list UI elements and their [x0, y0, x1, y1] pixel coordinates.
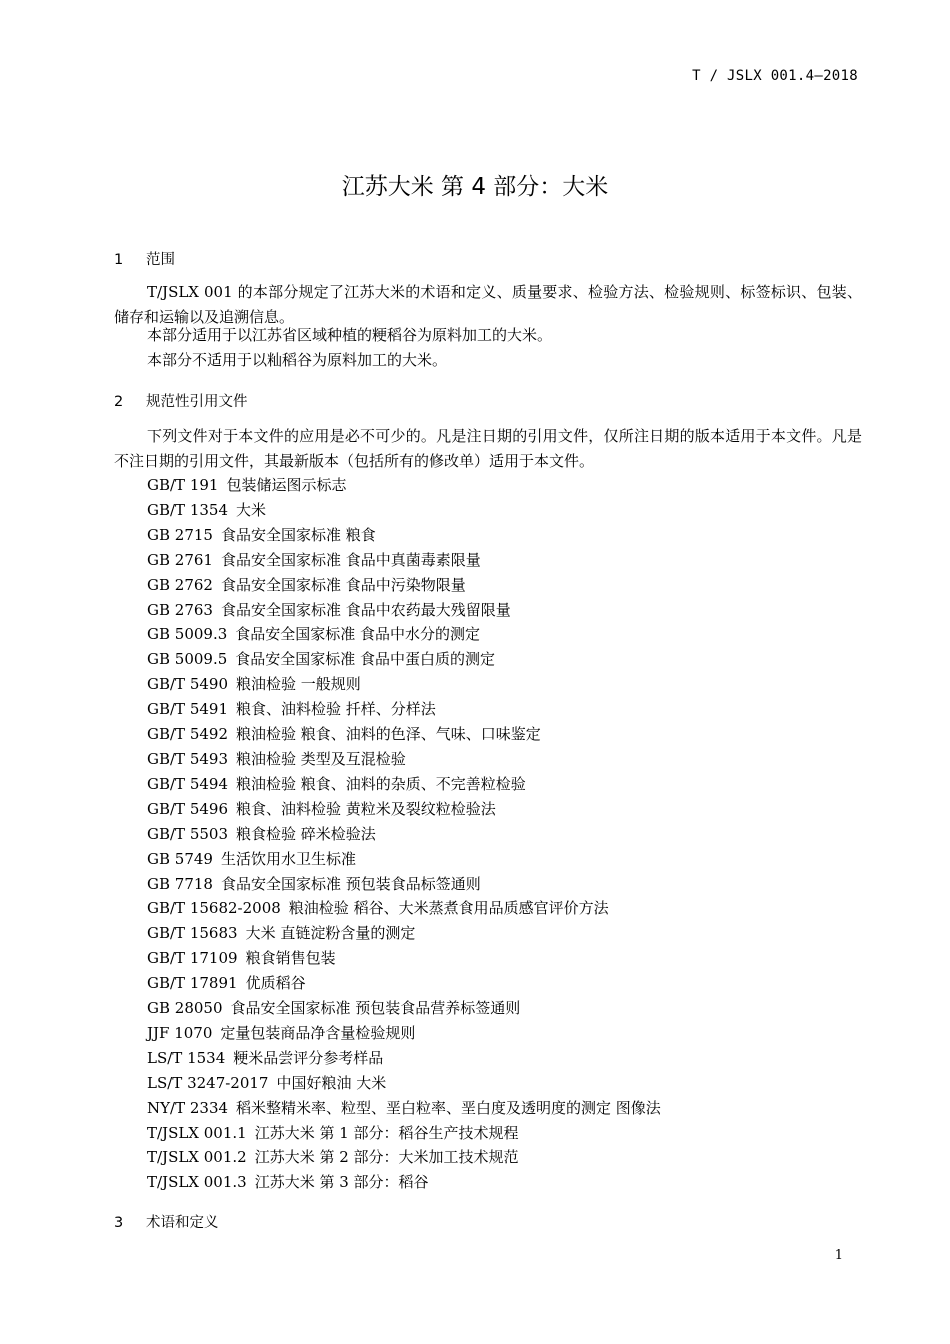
reference-item: [147, 647, 661, 672]
reference-code: GB/T 5503: [147, 824, 229, 843]
reference-title: 粮油检验 类型及互混检验: [236, 749, 406, 768]
page-number: 1: [834, 1248, 843, 1263]
reference-title: 食品安全国家标准 食品中农药最大残留限量: [220, 600, 511, 619]
reference-code: GB/T 5490: [147, 675, 229, 694]
reference-title: 粮油检验 一般规则: [236, 675, 361, 694]
reference-code: GB 28050: [147, 999, 223, 1018]
reference-code: T/JSLX 001.3: [147, 1173, 247, 1192]
reference-title: 粮食、油料检验 扦样、分样法: [236, 700, 436, 719]
reference-item: [147, 772, 661, 797]
reference-title: 江苏大米 第 2 部分：大米加工技术规范: [254, 1148, 519, 1167]
reference-title: 食品安全国家标准 食品中污染物限量: [220, 575, 466, 594]
reference-item: [147, 996, 661, 1021]
reference-code: GB/T 191: [147, 476, 219, 494]
reference-code: GB/T 5491: [147, 700, 229, 719]
reference-item: [147, 1145, 661, 1170]
reference-title: 粮油检验 粮食、油料的杂质、不完善粒检验: [236, 774, 526, 793]
reference-code: GB 2762: [147, 575, 213, 594]
reference-item: [147, 1096, 661, 1121]
reference-code: GB/T 5493: [147, 749, 229, 768]
reference-code: GB 2715: [147, 525, 213, 544]
reference-title: 食品安全国家标准 粮食: [220, 525, 376, 544]
reference-title: 大米 直链淀粉含量的测定: [245, 924, 416, 943]
reference-item: [147, 672, 661, 697]
reference-code: JJF 1070: [147, 1023, 213, 1042]
reference-item: [147, 622, 661, 647]
reference-code: GB 2763: [147, 600, 213, 619]
reference-item: [147, 697, 661, 722]
reference-item: [147, 573, 661, 598]
reference-item: [147, 946, 661, 971]
section-number: 1: [114, 252, 124, 268]
section-number: 2: [114, 394, 124, 410]
reference-code: GB/T 15682-2008: [147, 899, 281, 918]
section-title: 范围: [146, 252, 175, 268]
reference-item: [147, 548, 661, 573]
section-title: 术语和定义: [146, 1215, 219, 1231]
reference-title: 粳米品尝评分参考样品: [233, 1048, 384, 1067]
reference-item: [147, 971, 661, 996]
reference-item: [147, 847, 661, 872]
reference-item: [147, 498, 661, 523]
reference-title: 大米: [236, 500, 267, 519]
reference-title: 食品安全国家标准 预包装食品营养标签通则: [230, 999, 521, 1018]
section-heading-normative-references: [114, 390, 248, 411]
reference-code: T/JSLX 001.1: [147, 1123, 247, 1142]
reference-item: [147, 1071, 661, 1096]
reference-title: 生活饮用水卫生标准: [220, 849, 356, 868]
section-title: 规范性引用文件: [146, 394, 248, 410]
scope-paragraph-2: 本部分适用于以江苏省区域种植的粳稻谷为原料加工的大米。: [147, 326, 553, 344]
reference-item: [147, 921, 661, 946]
reference-code: GB 2761: [147, 550, 213, 569]
reference-code: GB/T 17109: [147, 949, 238, 968]
reference-title: 粮食、油料检验 黄粒米及裂纹粒检验法: [236, 799, 496, 818]
reference-title: 定量包装商品净含量检验规则: [220, 1023, 416, 1042]
scope-paragraph-3: 本部分不适用于以籼稻谷为原料加工的大米。: [147, 351, 448, 369]
reference-code: GB 7718: [147, 874, 213, 893]
reference-list: [147, 473, 661, 1195]
reference-code: LS/T 1534: [147, 1048, 226, 1067]
reference-code: GB/T 5496: [147, 799, 229, 818]
reference-item: [147, 896, 661, 921]
reference-title: 粮食检验 碎米检验法: [236, 824, 376, 843]
reference-code: GB/T 17891: [147, 974, 238, 993]
reference-title: 粮油检验 稻谷、大米蒸煮食用品质感官评价方法: [288, 899, 609, 918]
section-number: 3: [114, 1215, 124, 1231]
reference-item: [147, 722, 661, 747]
reference-item: [147, 797, 661, 822]
reference-item: [147, 523, 661, 548]
reference-item: [147, 1170, 661, 1195]
reference-code: LS/T 3247-2017: [147, 1073, 269, 1092]
reference-title: 江苏大米 第 3 部分：稻谷: [254, 1173, 429, 1192]
reference-code: GB/T 5494: [147, 774, 229, 793]
document-title: 江苏大米 第 4 部分：大米: [341, 174, 609, 200]
reference-title: 食品安全国家标准 食品中蛋白质的测定: [235, 650, 496, 669]
reference-title: 食品安全国家标准 食品中真菌毒素限量: [220, 550, 481, 569]
reference-code: NY/T 2334: [147, 1098, 229, 1117]
reference-title: 优质稻谷: [245, 974, 306, 993]
references-intro: 下列文件对于本文件的应用是必不可少的。凡是注日期的引用文件，仅所注日期的版本适用于本文件。凡是不注日期的引用文件，其最新版本（包括所有的修改单）适用于本文件。: [114, 427, 862, 470]
reference-code: GB 5009.3: [147, 625, 228, 644]
section-heading-scope: [114, 248, 175, 269]
reference-code: GB 5749: [147, 849, 213, 868]
reference-title: 稻米整精米率、粒型、垩白粒率、垩白度及透明度的测定 图像法: [236, 1098, 661, 1117]
reference-code: GB/T 1354: [147, 500, 229, 519]
reference-item: [147, 822, 661, 847]
reference-title: 江苏大米 第 1 部分：稻谷生产技术规程: [254, 1123, 519, 1142]
reference-title: 粮食销售包装: [245, 949, 336, 968]
reference-title: 包装储运图示标志: [226, 476, 347, 494]
reference-item: [147, 1121, 661, 1146]
reference-item: [147, 872, 661, 897]
reference-code: GB/T 15683: [147, 924, 238, 943]
reference-code: GB/T 5492: [147, 725, 229, 744]
document-code: T / JSLX 001.4—2018: [692, 68, 858, 84]
reference-title: 食品安全国家标准 预包装食品标签通则: [220, 874, 481, 893]
reference-item: [147, 1021, 661, 1046]
reference-title: 食品安全国家标准 食品中水分的测定: [235, 625, 481, 644]
reference-item: [147, 1046, 661, 1071]
reference-item: [147, 473, 661, 498]
reference-item: [147, 747, 661, 772]
section-heading-terms: [114, 1211, 219, 1232]
scope-paragraph-1: T/JSLX 001 的本部分规定了江苏大米的术语和定义、质量要求、检验方法、检验规则、标签标识、包装、储存和运输以及追溯信息。: [114, 283, 862, 326]
reference-code: T/JSLX 001.2: [147, 1148, 247, 1167]
reference-title: 中国好粮油 大米: [276, 1073, 387, 1092]
reference-code: GB 5009.5: [147, 650, 228, 669]
reference-item: [147, 598, 661, 623]
reference-title: 粮油检验 粮食、油料的色泽、气味、口味鉴定: [236, 725, 541, 744]
